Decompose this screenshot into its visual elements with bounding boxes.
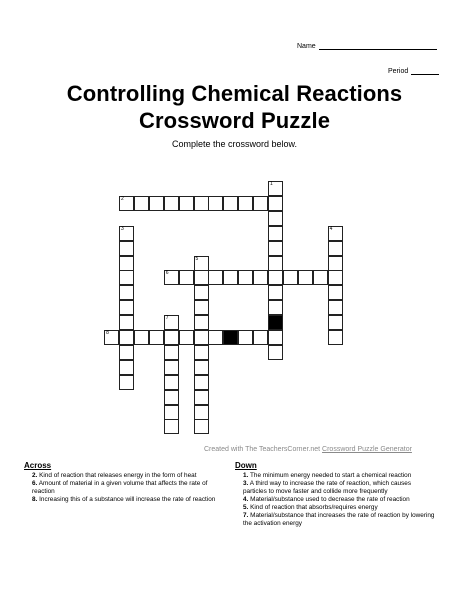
- clue-item: [243, 496, 435, 504]
- crossword-cell[interactable]: [164, 330, 179, 345]
- clue-number: 8.: [32, 496, 38, 503]
- crossword-cell[interactable]: [164, 270, 179, 285]
- crossword-cell[interactable]: [268, 196, 283, 211]
- crossword-cell[interactable]: [194, 196, 209, 211]
- clue-item: [243, 504, 435, 512]
- clue-item: [32, 496, 224, 504]
- cell-number: 3: [121, 225, 124, 232]
- crossword-cell[interactable]: [238, 196, 253, 211]
- period-label: Period: [388, 68, 409, 75]
- crossword-cell[interactable]: [194, 419, 209, 434]
- crossword-cell[interactable]: [164, 405, 179, 420]
- crossword-cell[interactable]: [268, 226, 283, 241]
- crossword-cell[interactable]: [253, 196, 268, 211]
- crossword-cell[interactable]: [164, 390, 179, 405]
- crossword-cell[interactable]: [194, 330, 209, 345]
- crossword-cell[interactable]: [119, 256, 134, 271]
- crossword-cell[interactable]: [223, 196, 238, 211]
- credit-prefix: Created with The TeachersCorner.net: [204, 446, 321, 453]
- crossword-cell[interactable]: [119, 360, 134, 375]
- crossword-cell[interactable]: [268, 270, 283, 285]
- crossword-cell[interactable]: [194, 405, 209, 420]
- clue-number: 1.: [243, 472, 249, 479]
- crossword-cell[interactable]: [268, 300, 283, 315]
- across-clues: [24, 462, 224, 504]
- crossword-cell[interactable]: [298, 270, 313, 285]
- crossword-cell[interactable]: [328, 300, 343, 315]
- crossword-cell[interactable]: [149, 330, 164, 345]
- clue-number: 3.: [243, 480, 249, 487]
- crossword-cell[interactable]: [238, 270, 253, 285]
- crossword-cell[interactable]: [134, 330, 149, 345]
- crossword-cell[interactable]: [164, 315, 179, 330]
- crossword-cell[interactable]: [208, 196, 223, 211]
- clue-text: Material/substance that increases the rate of reaction by lowering the activation energy: [243, 512, 435, 527]
- period-line[interactable]: [411, 66, 439, 75]
- crossword-cell[interactable]: [268, 241, 283, 256]
- name-label: Name: [297, 43, 316, 50]
- crossword-cell[interactable]: [194, 390, 209, 405]
- clue-item: [243, 512, 435, 528]
- crossword-cell[interactable]: [328, 241, 343, 256]
- clue-item: [32, 480, 224, 496]
- crossword-cell[interactable]: [268, 330, 283, 345]
- crossword-cell[interactable]: [223, 270, 238, 285]
- clue-item: [243, 472, 435, 480]
- clue-item: [243, 480, 435, 496]
- black-cell: [223, 330, 238, 345]
- clue-text: Amount of material in a given volume that affects the rate of reaction: [32, 480, 208, 495]
- crossword-cell[interactable]: [119, 300, 134, 315]
- crossword-cell[interactable]: [194, 300, 209, 315]
- crossword-cell[interactable]: [194, 345, 209, 360]
- crossword-cell[interactable]: [328, 270, 343, 285]
- crossword-cell[interactable]: [164, 360, 179, 375]
- crossword-cell[interactable]: [104, 330, 119, 345]
- crossword-cell[interactable]: [328, 315, 343, 330]
- crossword-cell[interactable]: [328, 330, 343, 345]
- clue-text: The minimum energy needed to start a chemical reaction: [250, 472, 412, 479]
- cell-number: 4: [329, 225, 333, 232]
- clue-number: 7.: [243, 512, 249, 519]
- crossword-cell[interactable]: [134, 196, 149, 211]
- crossword-cell[interactable]: [194, 315, 209, 330]
- crossword-cell[interactable]: [238, 330, 253, 345]
- crossword-cell[interactable]: [283, 270, 298, 285]
- clue-number: 4.: [243, 496, 249, 503]
- crossword-cell[interactable]: [194, 375, 209, 390]
- crossword-cell[interactable]: [208, 270, 223, 285]
- cell-number: 2: [121, 195, 124, 202]
- crossword-cell[interactable]: [149, 196, 164, 211]
- crossword-cell[interactable]: [268, 285, 283, 300]
- clue-text: Kind of reaction that releases energy in the form of heat: [39, 472, 197, 479]
- crossword-cell[interactable]: [119, 226, 134, 241]
- crossword-cell[interactable]: [164, 196, 179, 211]
- clue-text: Increasing this of a substance will increase the rate of reaction: [39, 496, 216, 503]
- crossword-cell[interactable]: [194, 285, 209, 300]
- clue-text: Material/substance used to decrease the rate of reaction: [250, 496, 410, 503]
- crossword-cell[interactable]: [164, 419, 179, 434]
- crossword-cell[interactable]: [164, 345, 179, 360]
- credit-line: [204, 446, 412, 453]
- crossword-cell[interactable]: [119, 270, 134, 285]
- crossword-cell[interactable]: [119, 315, 134, 330]
- crossword-cell[interactable]: [268, 256, 283, 271]
- period-field[interactable]: [388, 66, 439, 75]
- crossword-cell[interactable]: [164, 375, 179, 390]
- page-title: [0, 80, 469, 134]
- crossword-cell[interactable]: [179, 270, 194, 285]
- clue-text: A third way to increase the rate of reaction, which causes particles to move faster and collide more frequently: [243, 480, 412, 495]
- crossword-cell[interactable]: [194, 360, 209, 375]
- clue-item: [32, 472, 224, 480]
- crossword-cell[interactable]: [119, 330, 134, 345]
- crossword-cell[interactable]: [194, 256, 209, 271]
- cell-number: 8: [106, 330, 109, 336]
- cell-number: 6: [165, 270, 169, 277]
- crossword-cell[interactable]: [119, 285, 134, 300]
- crossword-cell[interactable]: [179, 330, 194, 345]
- crossword-cell[interactable]: [328, 285, 343, 300]
- clue-text: Kind of reaction that absorbs/requires energy: [250, 504, 378, 511]
- black-cell: [268, 315, 283, 330]
- instruction-text: Complete the crossword below.: [171, 139, 298, 149]
- generator-link[interactable]: Crossword Puzzle Generator: [322, 446, 412, 453]
- down-clues: [235, 462, 435, 528]
- crossword-cell[interactable]: [328, 256, 343, 271]
- name-field[interactable]: [297, 41, 437, 50]
- crossword-cell[interactable]: [208, 330, 223, 345]
- clue-number: 5.: [243, 504, 249, 511]
- cell-number: 1: [270, 181, 273, 187]
- clue-number: 6.: [32, 480, 38, 487]
- clue-number: 2.: [32, 472, 38, 479]
- title-line-1: Controlling Chemical Reactions: [66, 81, 403, 106]
- crossword-cell[interactable]: [119, 345, 134, 360]
- crossword-cell[interactable]: [328, 226, 343, 241]
- crossword-cell[interactable]: [179, 196, 194, 211]
- crossword-cell[interactable]: [268, 345, 283, 360]
- crossword-cell[interactable]: [119, 375, 134, 390]
- title-line-2: Crossword Puzzle: [138, 108, 331, 133]
- crossword-cell[interactable]: [119, 241, 134, 256]
- crossword-cell[interactable]: [194, 270, 209, 285]
- crossword-cell[interactable]: [253, 270, 268, 285]
- crossword-cell[interactable]: [119, 196, 134, 211]
- name-line[interactable]: [319, 41, 437, 50]
- cell-number: 5: [195, 255, 199, 262]
- crossword-cell[interactable]: [268, 181, 283, 196]
- crossword-cell[interactable]: [313, 270, 328, 285]
- crossword-cell[interactable]: [268, 211, 283, 226]
- cell-number: 7: [165, 315, 169, 322]
- crossword-cell[interactable]: [253, 330, 268, 345]
- across-heading: Across: [24, 461, 52, 470]
- down-heading: Down: [235, 461, 257, 470]
